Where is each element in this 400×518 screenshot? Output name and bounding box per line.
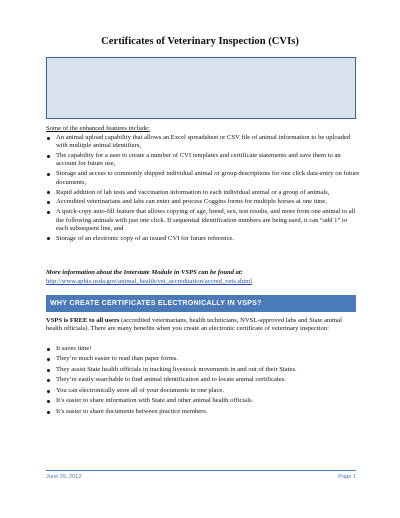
list-item: They’re easily searchable to find animal identification and to locate animal certificates. — [46, 376, 360, 384]
features-intro: Some of the enhanced features include: — [46, 125, 150, 132]
list-item: A quick-copy auto-fill feature that allows copying of age, breed, sex, test results, and more from one animal to all the following animals with just one click. If sequential identification numbers are being used, it can “add 1” to each subsequent line, and — [46, 208, 360, 233]
list-item: Rapid addition of lab tests and vaccination information to each individual animal or a group of animals, — [46, 189, 360, 197]
list-item: They’re much easier to read than paper forms. — [46, 355, 360, 363]
footer-date: June 29, 2012 — [46, 474, 82, 480]
free-statement: VSPS is FREE to all users — [46, 317, 120, 324]
list-item: You can electronically store all of your documents in one place. — [46, 387, 360, 395]
footer-divider — [46, 470, 356, 471]
list-item: Storage and access to commonly shipped individual animal or group descriptions for one click data-entry on future documents, — [46, 170, 360, 187]
list-item: It saves time! — [46, 345, 360, 353]
paragraph-text: (accredited veterinarians, health technicians, NVSL-approved labs and State animal health officials). There are many benefits when you create an electronic certificate of veterinary inspection: — [46, 317, 342, 333]
benefits-paragraph — [46, 317, 358, 334]
benefits-list — [46, 345, 360, 418]
more-info-text: More information about the Interstate Module in VSPS can be found at: — [46, 269, 243, 276]
features-list — [46, 134, 360, 245]
list-item: Storage of an electronic copy of an issued CVI for future reference. — [46, 235, 360, 243]
list-item: It’s easier to share information with State and other animal health officials. — [46, 397, 360, 405]
vsps-info-link[interactable]: http://www.aphis.usda.gov/animal_health/vet_accreditation/accred_vets.shtml — [46, 278, 253, 285]
list-item: An animal upload capability that allows an Excel spreadsheet or CSV file of animal information to be uploaded with multiple animal identifiers, — [46, 134, 360, 151]
section-heading: WHY CREATE CERTIFICATES ELECTRONICALLY IN VSPS? — [46, 295, 356, 312]
image-placeholder-box — [46, 57, 356, 119]
list-item: The capability for a user to create a number of CVI templates and certificate statements and save them to an account for future use, — [46, 152, 360, 169]
page-number: Page 1 — [338, 474, 356, 480]
list-item: They assist State health officials in tracking livestock movements in and out of their States. — [46, 366, 360, 374]
page-title: Certificates of Veterinary Inspection (CVIs) — [101, 36, 299, 47]
list-item: It’s easier to share documents between practice members. — [46, 408, 360, 416]
list-item: Accredited veterinarians and labs can enter and process Coggins forms for multiple horses at one time, — [46, 198, 360, 206]
